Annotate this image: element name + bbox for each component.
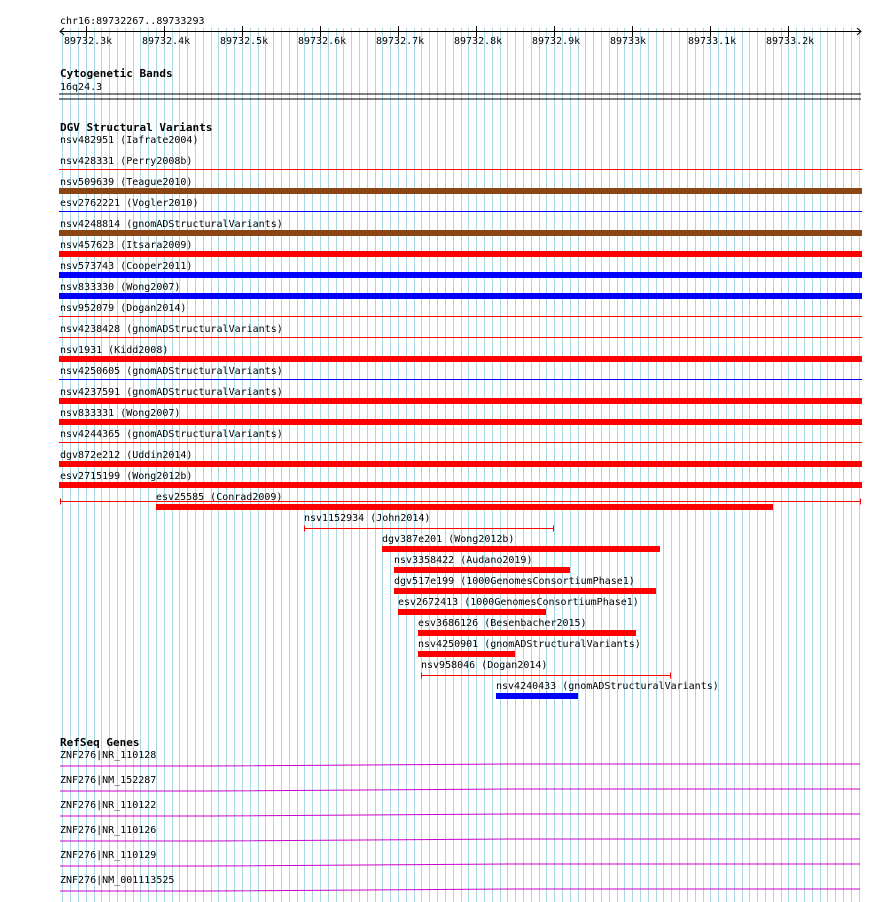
ruler-tick-label: 89732.5k	[220, 36, 269, 47]
dgv-feature	[398, 597, 639, 615]
cytoband-label: 16q24.3	[60, 82, 103, 93]
dgv-feature-label: nsv833330 (Wong2007)	[60, 282, 181, 293]
dgv-feature-label: nsv1152934 (John2014)	[304, 513, 431, 524]
dgv-feature-label: dgv387e201 (Wong2012b)	[382, 534, 515, 545]
dgv-feature	[418, 618, 636, 636]
refseq-gene-label: ZNF276|NR_110126	[60, 825, 157, 836]
dgv-feature-label: nsv4240433 (gnomADStructuralVariants)	[496, 681, 719, 692]
dgv-feature-label: esv25585 (Conrad2009)	[156, 492, 283, 503]
dgv-feature-bar	[398, 609, 546, 615]
refseq-track-title: RefSeq Genes	[60, 736, 140, 749]
dgv-feature	[496, 681, 719, 699]
ruler-tick-label: 89732.3k	[64, 36, 113, 47]
dgv-feature-label: dgv872e212 (Uddin2014)	[60, 450, 193, 461]
dgv-feature-label: esv2672413 (1000GenomesConsortiumPhase1)	[398, 597, 639, 608]
dgv-feature-label: nsv573743 (Cooper2011)	[60, 261, 193, 272]
dgv-feature-label: nsv1931 (Kidd2008)	[60, 345, 169, 356]
ruler-tick-label: 89732.8k	[454, 36, 503, 47]
ruler-marks	[60, 26, 861, 47]
dgv-feature-bar	[59, 188, 862, 194]
dgv-feature-bar	[59, 461, 862, 467]
dgv-feature-label: nsv3358422 (Audano2019)	[394, 555, 533, 566]
ruler-tick-label: 89732.4k	[142, 36, 191, 47]
dgv-positioned-features	[156, 492, 773, 699]
dgv-feature-label: nsv4244365 (gnomADStructuralVariants)	[60, 429, 283, 440]
dgv-feature-label: dgv517e199 (1000GenomesConsortiumPhase1)	[394, 576, 635, 587]
dgv-feature	[382, 534, 660, 552]
ruler-tick-label: 89733.2k	[766, 36, 815, 47]
dgv-feature-bar	[59, 398, 862, 404]
dgv-feature-label: nsv457623 (Itsara2009)	[60, 240, 193, 251]
ruler-tick-label: 89732.7k	[376, 36, 425, 47]
ruler-tick-label: 89732.6k	[298, 36, 347, 47]
dgv-feature-bar	[59, 272, 862, 278]
ruler-tick-label: 89732.9k	[532, 36, 581, 47]
dgv-feature-bar	[59, 251, 862, 257]
refseq-gene-label: ZNF276|NR_110128	[60, 750, 157, 761]
dgv-feature	[418, 639, 641, 657]
dgv-feature-label: esv3686126 (Besenbacher2015)	[418, 618, 587, 629]
dgv-feature-label: nsv958046 (Dogan2014)	[421, 660, 548, 671]
dgv-feature-label: nsv952079 (Dogan2014)	[60, 303, 187, 314]
ruler-tick-label: 89733k	[610, 36, 647, 47]
refseq-gene-label: ZNF276|NM_152287	[60, 775, 157, 786]
dgv-feature-bar	[156, 504, 773, 510]
dgv-feature-bar	[418, 651, 515, 657]
dgv-feature-label: nsv4250901 (gnomADStructuralVariants)	[418, 639, 641, 650]
dgv-feature	[421, 660, 671, 679]
dgv-feature-label: nsv428331 (Perry2008b)	[60, 156, 193, 167]
dgv-feature-label: nsv482951 (Iafrate2004)	[60, 135, 199, 146]
refseq-gene-label: ZNF276|NR_110122	[60, 800, 157, 811]
dgv-feature-label: nsv509639 (Teague2010)	[60, 177, 193, 188]
dgv-feature-bar	[382, 546, 660, 552]
ruler-tick-label: 89733.1k	[688, 36, 737, 47]
dgv-feature-bar	[394, 567, 570, 573]
refseq-gene-label: ZNF276|NM_001113525	[60, 875, 175, 886]
dgv-feature-label: nsv833331 (Wong2007)	[60, 408, 181, 419]
dgv-feature	[304, 513, 554, 532]
dgv-feature-label: nsv4248814 (gnomADStructuralVariants)	[60, 219, 283, 230]
dgv-feature-bar	[394, 588, 656, 594]
ruler[interactable]	[60, 16, 861, 47]
dgv-feature-bar	[59, 230, 862, 236]
dgv-feature-bar	[418, 630, 636, 636]
dgv-feature-bar	[59, 356, 862, 362]
refseq-gene-label: ZNF276|NR_110129	[60, 850, 157, 861]
dgv-feature	[394, 555, 570, 573]
cytoband-track-title: Cytogenetic Bands	[60, 67, 173, 80]
dgv-feature-label: nsv4238428 (gnomADStructuralVariants)	[60, 324, 283, 335]
dgv-feature-bar	[59, 482, 862, 488]
dgv-feature-bar	[59, 419, 862, 425]
dgv-feature-label: nsv4250605 (gnomADStructuralVariants)	[60, 366, 283, 377]
dgv-feature-bar	[59, 293, 862, 299]
dgv-feature-label: nsv4237591 (gnomADStructuralVariants)	[60, 387, 283, 398]
region-label: chr16:89732267..89733293	[60, 16, 205, 27]
dgv-feature-bar	[496, 693, 578, 699]
dgv-feature-label: esv2715199 (Wong2012b)	[60, 471, 193, 482]
dgv-track-title: DGV Structural Variants	[60, 121, 213, 134]
dgv-feature-label: esv2762221 (Vogler2010)	[60, 198, 199, 209]
dgv-feature	[394, 576, 656, 594]
